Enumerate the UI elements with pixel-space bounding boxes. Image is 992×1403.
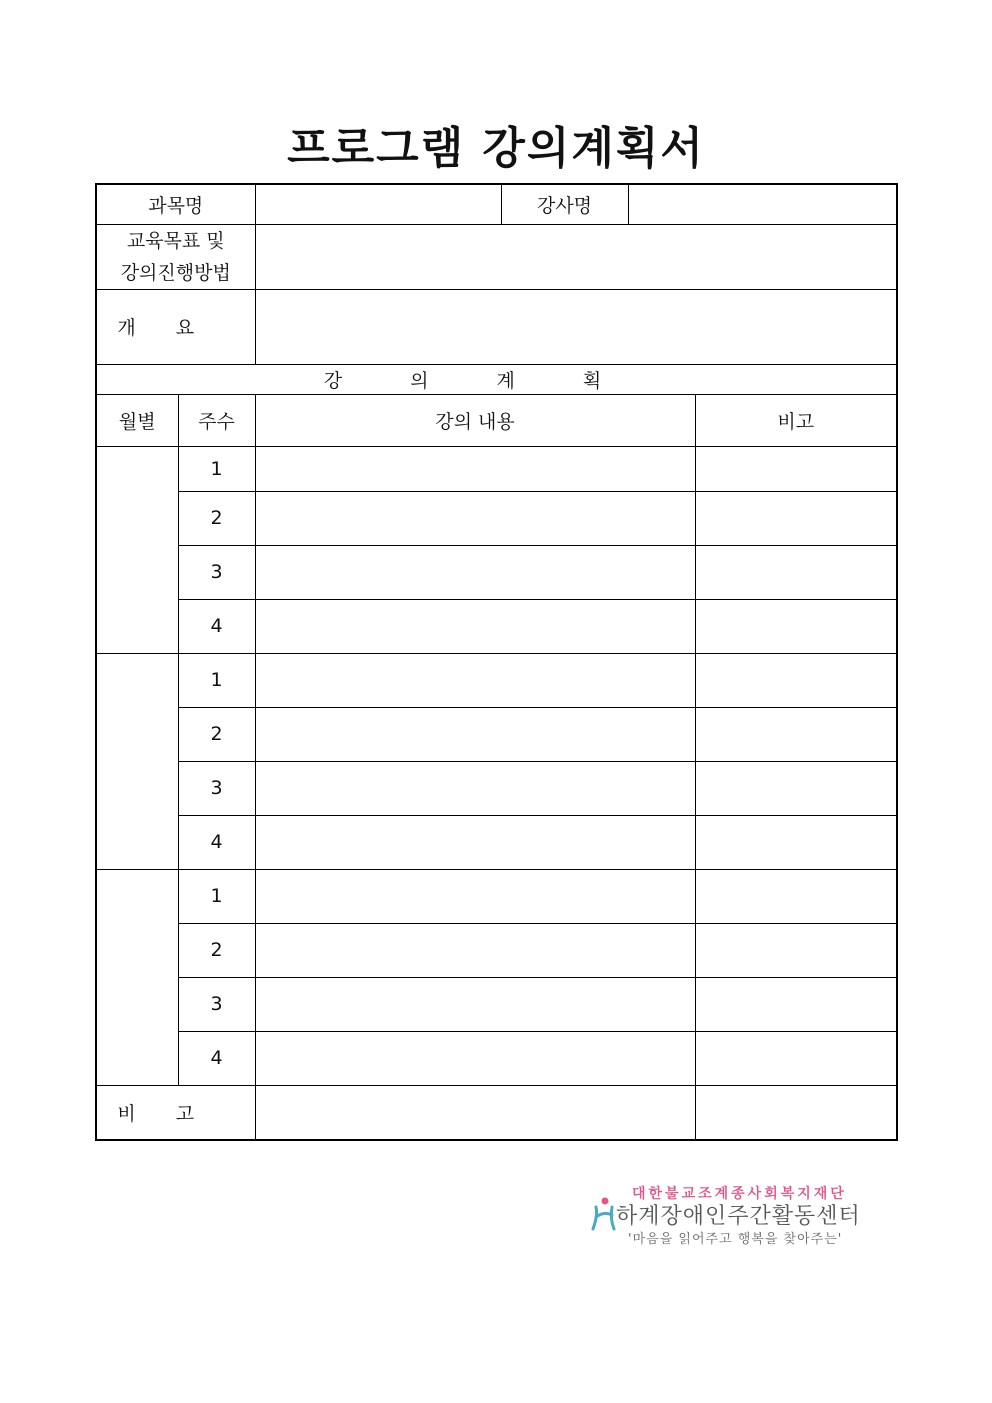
table-row bbox=[96, 1031, 897, 1085]
content-cell[interactable] bbox=[255, 815, 695, 869]
month-cell[interactable] bbox=[96, 869, 178, 1085]
note-cell[interactable] bbox=[695, 923, 897, 977]
content-cell[interactable] bbox=[255, 869, 695, 923]
week-number: 4 bbox=[178, 815, 255, 869]
note-cell[interactable] bbox=[695, 869, 897, 923]
table-row bbox=[96, 761, 897, 815]
foundation-name: 대한불교조계종사회복지재단 bbox=[632, 1186, 847, 1202]
table-row bbox=[96, 707, 897, 761]
goal-label bbox=[96, 224, 255, 289]
overview-field[interactable] bbox=[255, 289, 897, 364]
content-cell[interactable] bbox=[255, 491, 695, 545]
content-cell[interactable] bbox=[255, 707, 695, 761]
remarks-field[interactable] bbox=[255, 1085, 695, 1140]
table-row bbox=[96, 545, 897, 599]
week-number: 4 bbox=[178, 1031, 255, 1085]
overview-label: 개요 bbox=[96, 289, 255, 364]
lecture-plan-form bbox=[95, 183, 898, 1141]
plan-heading: 강의계획 bbox=[96, 364, 897, 394]
goal-field[interactable] bbox=[255, 224, 897, 289]
week-number: 3 bbox=[178, 977, 255, 1031]
table-row bbox=[96, 923, 897, 977]
content-cell[interactable] bbox=[255, 977, 695, 1031]
note-cell[interactable] bbox=[695, 446, 897, 491]
table-row bbox=[96, 869, 897, 923]
week-number: 3 bbox=[178, 761, 255, 815]
month-cell[interactable] bbox=[96, 446, 178, 653]
goal-label-line2: 강의진행방법 bbox=[120, 261, 231, 284]
center-slogan: '마음을 읽어주고 행복을 찾아주는' bbox=[628, 1232, 843, 1247]
table-row bbox=[96, 977, 897, 1031]
week-number: 3 bbox=[178, 545, 255, 599]
table-row bbox=[96, 653, 897, 707]
note-cell[interactable] bbox=[695, 977, 897, 1031]
week-number: 1 bbox=[178, 653, 255, 707]
week-column-header: 주수 bbox=[178, 394, 255, 446]
week-number: 2 bbox=[178, 491, 255, 545]
foundation-logo bbox=[590, 1183, 890, 1248]
note-cell[interactable] bbox=[695, 653, 897, 707]
content-cell[interactable] bbox=[255, 599, 695, 653]
week-number: 1 bbox=[178, 869, 255, 923]
table-row bbox=[96, 815, 897, 869]
subject-label: 과목명 bbox=[96, 184, 255, 224]
table-row bbox=[96, 446, 897, 491]
document-title: 프로그램 강의계획서 bbox=[287, 123, 705, 174]
note-cell[interactable] bbox=[695, 761, 897, 815]
instructor-field[interactable] bbox=[628, 184, 897, 224]
week-number: 2 bbox=[178, 707, 255, 761]
month-column-header: 월별 bbox=[96, 394, 178, 446]
table-row bbox=[96, 599, 897, 653]
subject-field[interactable] bbox=[255, 184, 501, 224]
person-logo-icon bbox=[590, 1197, 618, 1231]
content-cell[interactable] bbox=[255, 1031, 695, 1085]
content-cell[interactable] bbox=[255, 761, 695, 815]
center-name: 하계장애인주간활동센터 bbox=[616, 1204, 861, 1229]
table-row bbox=[96, 491, 897, 545]
content-cell[interactable] bbox=[255, 923, 695, 977]
goal-label-line1: 교육목표 및 bbox=[126, 229, 225, 252]
content-cell[interactable] bbox=[255, 545, 695, 599]
content-cell[interactable] bbox=[255, 446, 695, 491]
note-cell[interactable] bbox=[695, 1031, 897, 1085]
note-column-header: 비고 bbox=[695, 394, 897, 446]
note-cell[interactable] bbox=[695, 491, 897, 545]
note-cell[interactable] bbox=[695, 545, 897, 599]
remarks-label: 비고 bbox=[96, 1085, 255, 1140]
instructor-label: 강사명 bbox=[501, 184, 628, 224]
note-cell[interactable] bbox=[695, 599, 897, 653]
note-cell[interactable] bbox=[695, 707, 897, 761]
note-cell[interactable] bbox=[695, 815, 897, 869]
week-number: 2 bbox=[178, 923, 255, 977]
month-cell[interactable] bbox=[96, 653, 178, 869]
remarks-note-field[interactable] bbox=[695, 1085, 897, 1140]
content-column-header: 강의 내용 bbox=[255, 394, 695, 446]
week-number: 1 bbox=[178, 446, 255, 491]
week-number: 4 bbox=[178, 599, 255, 653]
content-cell[interactable] bbox=[255, 653, 695, 707]
